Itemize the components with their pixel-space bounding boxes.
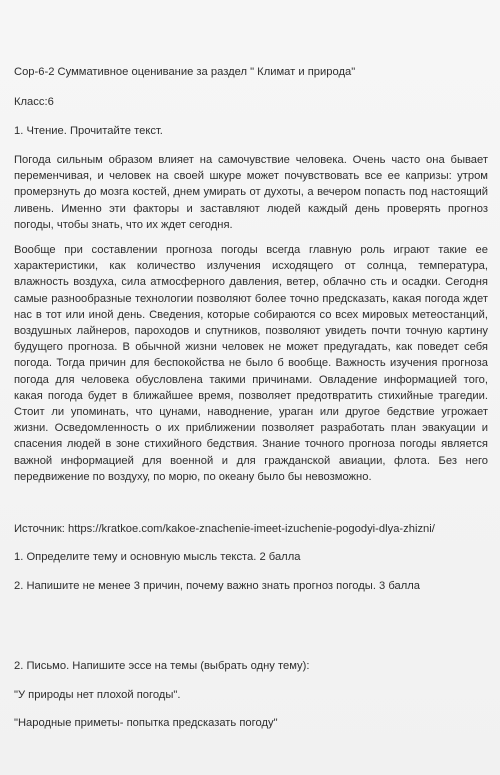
- task2-heading: 2. Письмо. Напишите эссе на темы (выбрать одну тему):: [14, 660, 310, 672]
- document-title: Сор-6-2 Суммативное оценивание за раздел " Климат и природа": [14, 66, 356, 78]
- class-label: Класс:6: [14, 96, 54, 108]
- text-paragraph-1: Погода сильным образом влияет на самочувствие человека. Очень часто она бывает переменчивая, и человек на своей шкуре может почувствовать все ее капризы: утром промерзнуть до мозга костей, днем умирать от духоты, а вечером попасть под настоящий ливень. Именно эти факторы и заставляют людей каждый день проверять прогноз погоды, чтобы знать, что их ждет сегодня.: [14, 154, 488, 231]
- task1-heading: 1. Чтение. Прочитайте текст.: [14, 125, 163, 137]
- text-paragraph-2: Вообще при составлении прогноза погоды всегда главную роль играют такие ее характеристики, как количество излучения исходящего от солнца, температура, влажность воздуха, сила атмосферного давления, ветер, облачно сть и осадки. Сегодня самые разнообразные технологии позволяют более точно предсказать, какая погода ждет нас в тот или иной день. Сведения, которые собираются со всех мировых метеостанций, воздушных лайнеров, пароходов и спутников, позволяют увидеть почти точную картину будущего прогноза. В обычной жизни человек не может предугадать, как поведет себя погода. Тогда причин для беспокойства не было б вообще. Важность изучения прогноза погода для человека обусловлена такими причинами. Овладение информацией того, какая погода будет в ближайшее время, позволяет предотвратить стихийные трагедии. Стоит ли упоминать, что цунами, наводнение, ураган или другое бедствие угрожает жизни. Осведомленность о их приближении позволяет разработать план эвакуации и спасения людей в зоне стихийного бедствия. Знание точного прогноза погоды является важной информацией для военной и для гражданской авиации, флота. Без него передвижение по воздуху, по морю, по океану было бы невозможно.: [14, 244, 488, 483]
- essay-topic-2: "Народные приметы- попытка предсказать погоду": [14, 717, 278, 729]
- source-line: Источник: https://kratkoe.com/kakoe-znachenie-imeet-izuchenie-pogodyi-dlya-zhizni/: [14, 523, 435, 535]
- essay-topic-1: "У природы нет плохой погоды".: [14, 689, 181, 701]
- question-2: 2. Напишите не менее 3 причин, почему важно знать прогноз погоды. 3 балла: [14, 580, 421, 592]
- question-1: 1. Определите тему и основную мысль текста. 2 балла: [14, 551, 301, 563]
